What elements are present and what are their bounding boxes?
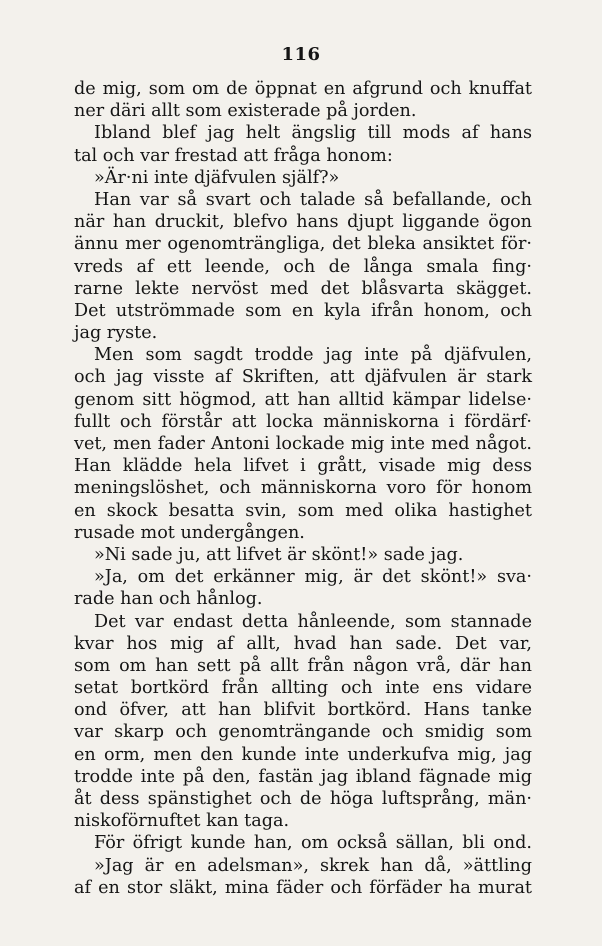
- text-line: en skock besatta svin, som med olika hastighet: [74, 500, 532, 521]
- text-line: Det utströmmade som en kyla ifrån honom, och: [74, 300, 532, 321]
- text-line: genom sitt högmod, att han alltid kämpar lidelse·: [74, 389, 532, 410]
- text-line: »Är·ni inte djäfvulen själf?»: [94, 167, 340, 188]
- text-line: var skarp och genomträngande och smidig som: [74, 722, 532, 743]
- text-line: kvar hos mig af allt, hvad han sade. Det var,: [74, 633, 532, 654]
- text-line: rarne lekte nervöst med det blåsvarta skägget.: [74, 278, 532, 299]
- text-line: »Ja, om det erkänner mig, är det skönt!» sva·: [94, 567, 532, 588]
- text-line: »Jag är en adelsman», skrek han då, »ättling: [94, 855, 532, 876]
- text-line: af en stor släkt, mina fäder och förfäder ha murat: [74, 877, 532, 898]
- text-line: Han klädde hela lifvet i grått, visade mig dess: [74, 456, 532, 477]
- text-line: ännu mer ogenomträngliga, det bleka ansiktet för·: [74, 234, 532, 255]
- text-line: Men som sagdt trodde jag inte på djäfvulen,: [94, 345, 532, 366]
- text-line: Ibland blef jag helt ängslig till mods af hans: [94, 123, 532, 144]
- text-line: Han var så svart och talade så befallande, och: [94, 189, 532, 210]
- text-line: vreds af ett leende, och de långa smala fing·: [74, 256, 532, 277]
- body-text: [74, 78, 532, 899]
- text-line: tal och var frestad att fråga honom:: [74, 145, 393, 166]
- text-line: niskoförnuftet kan taga.: [74, 811, 290, 832]
- text-line: vet, men fader Antoni lockade mig inte med något.: [74, 434, 532, 454]
- text-line: För öfrigt kunde han, om också sällan, bli ond.: [94, 833, 532, 854]
- text-line: »Ni sade ju, att lifvet är skönt!» sade jag.: [94, 544, 464, 565]
- text-line: de mig, som om de öppnat en afgrund och knuffat: [74, 79, 532, 99]
- text-line: rade han och hånlog.: [74, 589, 263, 610]
- text-line: när han druckit, blefvo hans djupt liggande ögon: [74, 212, 532, 233]
- text-line: Det var endast detta hånleende, som stannade: [94, 611, 532, 632]
- text-line: fullt och förstår att locka människorna i fördärf·: [74, 411, 532, 432]
- text-line: setat bortkörd från allting och inte ens vidare: [74, 678, 532, 699]
- text-line: jag ryste.: [74, 323, 158, 344]
- text-line: meningslöshet, och människorna voro för honom: [74, 478, 532, 499]
- text-line: rusade mot undergången.: [74, 522, 305, 543]
- text-line: som om han sett på allt från någon vrå, där han: [74, 655, 532, 676]
- page-number: 116: [281, 44, 321, 65]
- text-line: ner däri allt som existerade på jorden.: [74, 101, 417, 122]
- text-line: åt dess spänstighet och de höga luftsprång, män·: [74, 789, 532, 809]
- text-line: ond öfver, att han blifvit bortkörd. Hans tanke: [74, 700, 532, 721]
- text-line: och jag visste af Skriften, att djäfvulen är stark: [74, 367, 532, 388]
- text-line: en orm, men den kunde inte underkufva mig, jag: [74, 744, 532, 765]
- text-line: trodde inte på den, fastän jag ibland fägnade mig: [74, 766, 532, 787]
